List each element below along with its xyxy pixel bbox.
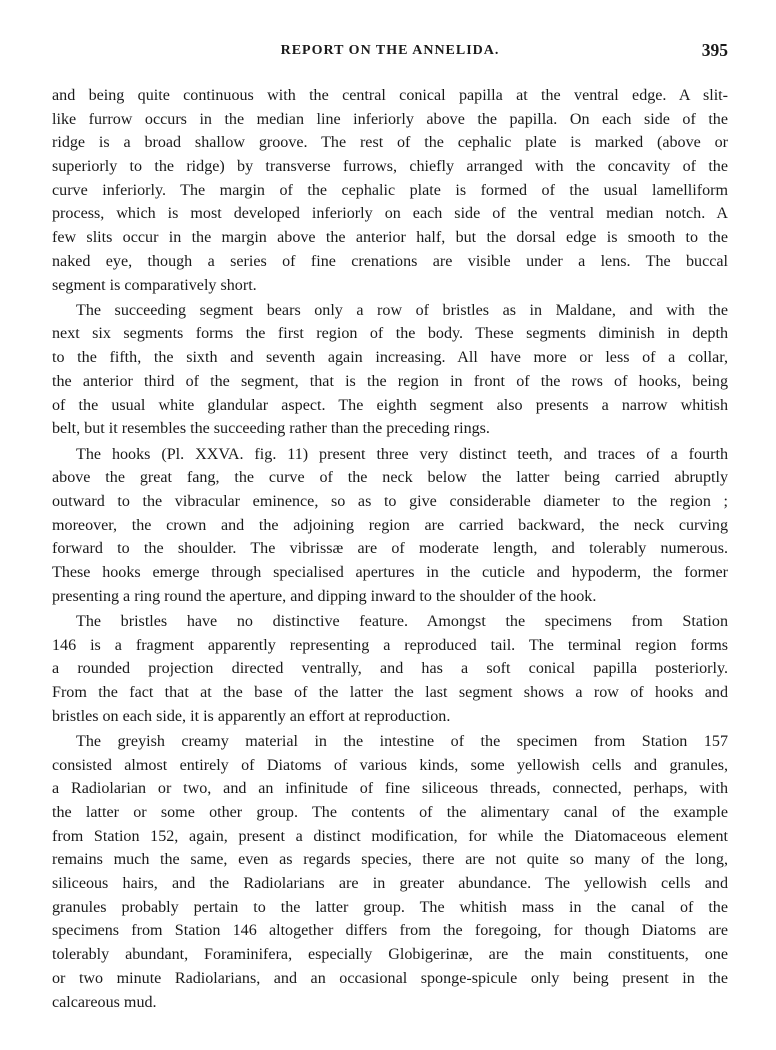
text-line: calcareous mud. xyxy=(52,993,157,1011)
text-line: like furrow occurs in the median line inferiorly above the papilla. On each side of the xyxy=(52,110,728,128)
paragraph-4 xyxy=(52,610,728,728)
text-line: ridge is a broad shallow groove. The rest of the cephalic plate is marked (above or xyxy=(52,134,728,152)
paragraph-5 xyxy=(52,730,728,1014)
text-line: siliceous hairs, and the Radiolarians are in greater abundance. The yellowish cells and xyxy=(52,875,728,893)
text-line: curve inferiorly. The margin of the cephalic plate is formed of the usual lamelliform xyxy=(52,181,728,199)
text-line: These hooks emerge through specialised apertures in the cuticle and hypoderm, the former xyxy=(52,563,728,581)
page-number: 395 xyxy=(701,40,728,60)
paragraph-1 xyxy=(52,84,728,297)
text-line: specimens from Station 146 altogether differs from the foregoing, for though Diatoms are xyxy=(52,922,728,940)
text-line: a Radiolarian or two, and an infinitude of fine siliceous threads, connected, perhaps, with xyxy=(52,780,728,798)
text-line: the latter or some other group. The contents of the alimentary canal of the example xyxy=(52,804,728,821)
text-line: The succeeding segment bears only a row of bristles as in Maldane, and with the xyxy=(76,301,728,319)
text-line: consisted almost entirely of Diatoms of various kinds, some yellowish cells and granules, xyxy=(52,756,728,774)
text-line: or two minute Radiolarians, and an occasional sponge-spicule only being present in the xyxy=(52,969,728,987)
text-line: The hooks (Pl. XXVA. fig. 11) present three very distinct teeth, and traces of a fourth xyxy=(76,445,728,463)
text-line: From the fact that at the base of the latter the last segment shows a row of hooks and xyxy=(52,683,728,701)
text-line: to the fifth, the sixth and seventh again increasing. All have more or less of a collar, xyxy=(52,349,728,367)
text-line: outward to the vibracular eminence, so as to give considerable diameter to the region ; xyxy=(52,492,728,510)
text-line: naked eye, though a series of fine crenations are visible under a lens. The buccal xyxy=(52,252,728,270)
text-line: of the usual white glandular aspect. The eighth segment also presents a narrow whitish xyxy=(52,396,728,414)
text-line: The bristles have no distinctive feature. Amongst the specimens from Station xyxy=(76,612,728,630)
text-line: belt, but it resembles the succeeding rather than the preceding rings. xyxy=(52,420,490,438)
text-line: bristles on each side, it is apparently an effort at reproduction. xyxy=(52,707,451,725)
text-line: granules probably pertain to the latter group. The whitish mass in the canal of the xyxy=(52,898,728,916)
body-text xyxy=(52,84,728,1014)
text-line: The greyish creamy material in the intestine of the specimen from Station 157 xyxy=(76,732,728,750)
paragraph-2 xyxy=(52,299,728,441)
text-line: superiorly to the ridge) by transverse furrows, chiefly arranged with the concavity of the xyxy=(52,158,728,176)
text-line: above the great fang, the curve of the neck below the latter being carried abruptly xyxy=(52,469,728,487)
text-line: a rounded projection directed ventrally, and has a soft conical papilla posteriorly. xyxy=(52,660,728,678)
text-line: from Station 152, again, present a distinct modification, for while the Diatomaceous element xyxy=(52,827,728,845)
text-line: presenting a ring round the aperture, and dipping inward to the shoulder of the hook. xyxy=(52,587,597,605)
text-line: segment is comparatively short. xyxy=(52,276,257,294)
text-line: moreover, the crown and the adjoining region are carried backward, the neck curving xyxy=(52,516,728,534)
text-line: 146 is a fragment apparently representing a reproduced tail. The terminal region forms xyxy=(52,636,728,654)
text-line: next six segments forms the first region of the body. These segments diminish in depth xyxy=(52,325,728,343)
text-line: the anterior third of the segment, that is the region in front of the rows of hooks, being xyxy=(52,372,728,390)
text-line: tolerably abundant, Foraminifera, especially Globigerinæ, are the main constituents, one xyxy=(52,946,728,964)
paragraph-3 xyxy=(52,443,728,609)
text-line: and being quite continuous with the central conical papilla at the ventral edge. A slit- xyxy=(52,87,728,104)
text-line: few slits occur in the margin above the anterior half, but the dorsal edge is smooth to the xyxy=(52,229,728,247)
text-line: remains much the same, even as regards species, there are not quite so many of the long, xyxy=(52,851,728,869)
running-title: REPORT ON THE ANNELIDA. xyxy=(280,43,500,58)
text-line: process, which is most developed inferiorly on each side of the ventral median notch. A xyxy=(52,205,728,223)
page-header xyxy=(52,40,728,64)
text-line: forward to the shoulder. The vibrissæ are of moderate length, and tolerably numerous. xyxy=(52,540,728,558)
